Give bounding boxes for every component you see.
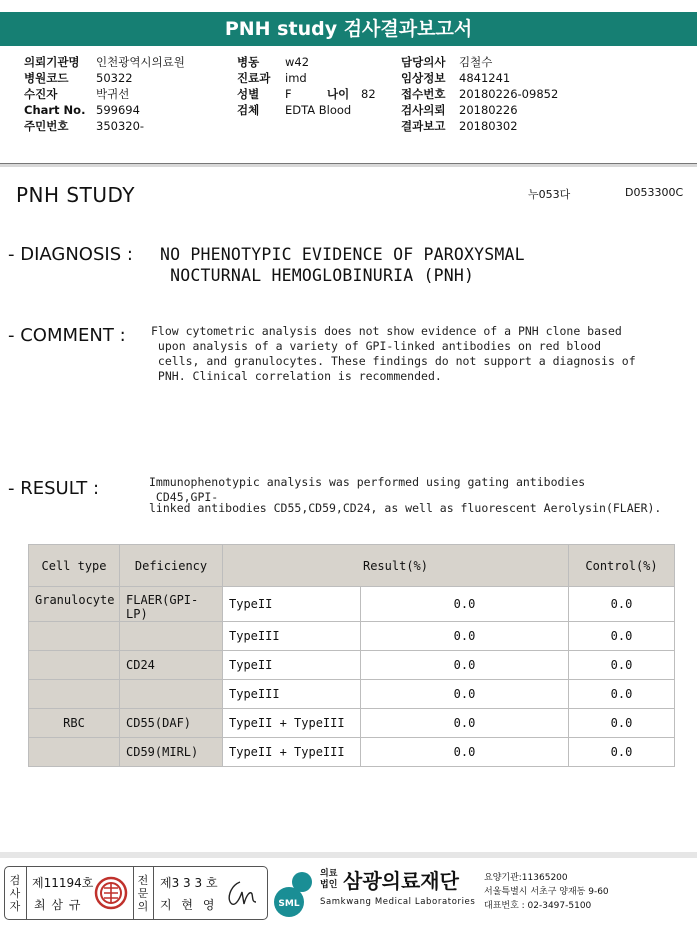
type: TypeII bbox=[223, 587, 361, 622]
report-title-bar: PNH study 검사결과보고서 bbox=[0, 12, 697, 46]
result-line: Immunophenotypic analysis was performed using gating antibodies bbox=[149, 475, 586, 489]
cell-type bbox=[29, 680, 120, 709]
result-text bbox=[149, 477, 661, 514]
field-label: 접수번호 bbox=[401, 87, 446, 101]
lab-phone: 대표번호 : 02-3497-5100 bbox=[484, 901, 592, 911]
table-row bbox=[29, 622, 675, 651]
field-label: 병동 bbox=[237, 55, 260, 69]
field-value: 박귀선 bbox=[96, 87, 130, 101]
deficiency: CD55(DAF) bbox=[120, 709, 223, 738]
table-row bbox=[29, 738, 675, 767]
header-result: Result(%) bbox=[223, 545, 569, 587]
result-value: 0.0 bbox=[361, 738, 569, 767]
diagnosis-text bbox=[160, 244, 525, 286]
cell-type bbox=[29, 738, 120, 767]
sig-divider bbox=[153, 866, 154, 920]
specialist-name: 지 현 영 bbox=[160, 898, 218, 912]
specialist-license-no: 제3 3 3 호 bbox=[160, 876, 218, 890]
control-value: 0.0 bbox=[569, 651, 675, 680]
field-label: 병원코드 bbox=[24, 71, 69, 85]
field-label: Chart No. bbox=[24, 103, 86, 117]
deficiency: CD24 bbox=[120, 651, 223, 680]
patient-info-col2 bbox=[237, 54, 376, 118]
type: TypeII + TypeIII bbox=[223, 709, 361, 738]
org-english-name: Samkwang Medical Laboratories bbox=[320, 897, 476, 907]
diagnosis-line: NO PHENOTYPIC EVIDENCE OF PAROXYSMAL bbox=[160, 245, 525, 264]
field-value: 20180226 bbox=[459, 103, 518, 117]
result-value: 0.0 bbox=[361, 587, 569, 622]
age-label: 나이 bbox=[327, 87, 350, 101]
cell-type bbox=[29, 622, 120, 651]
type: TypeII bbox=[223, 651, 361, 680]
field-value: imd bbox=[285, 71, 307, 85]
result-value: 0.0 bbox=[361, 622, 569, 651]
diagnosis-line: NOCTURNAL HEMOGLOBINURIA (PNH) bbox=[160, 266, 475, 285]
field-label: 수진자 bbox=[24, 87, 58, 101]
institution-number: 요양기관:11365200 bbox=[484, 873, 568, 883]
deficiency: FLAER(GPI-LP) bbox=[120, 587, 223, 622]
examiner-vertical-label: 검사자 bbox=[9, 874, 21, 913]
field-label: 결과보고 bbox=[401, 119, 446, 133]
control-value: 0.0 bbox=[569, 680, 675, 709]
result-label: - RESULT : bbox=[8, 478, 100, 499]
signature-icon bbox=[222, 876, 262, 910]
field-value: 4841241 bbox=[459, 71, 511, 85]
lab-address: 서울특별시 서초구 양재동 9-60 bbox=[484, 887, 609, 897]
field-label: 성별 bbox=[237, 87, 260, 101]
type: TypeIII bbox=[223, 680, 361, 709]
type: TypeII + TypeIII bbox=[223, 738, 361, 767]
table-row bbox=[29, 587, 675, 622]
field-value: w42 bbox=[285, 55, 310, 69]
report-title: PNH STUDY bbox=[16, 183, 135, 207]
comment-line: cells, and granulocytes. These findings do not support a diagnosis of bbox=[151, 354, 636, 368]
control-value: 0.0 bbox=[569, 622, 675, 651]
table-header-row bbox=[29, 545, 675, 587]
field-value: 50322 bbox=[96, 71, 133, 85]
report-code-b: D053300C bbox=[625, 186, 684, 199]
comment-line: PNH. Clinical correlation is recommended. bbox=[151, 369, 442, 383]
field-value: 599694 bbox=[96, 103, 140, 117]
org-name: 삼광의료재단 bbox=[343, 869, 459, 893]
control-value: 0.0 bbox=[569, 587, 675, 622]
footer-divider bbox=[0, 852, 697, 858]
field-value: 김철수 bbox=[459, 55, 493, 69]
patient-info-col3 bbox=[401, 54, 558, 134]
table-row bbox=[29, 680, 675, 709]
logo-text: SML bbox=[278, 899, 300, 909]
table-row bbox=[29, 651, 675, 680]
cell-type: RBC bbox=[29, 709, 120, 738]
comment-text bbox=[151, 324, 636, 384]
result-line: linked antibodies CD55,CD59,CD24, as well as fluorescent Aerolysin(FLAER). bbox=[149, 501, 662, 515]
header-cell-type: Cell type bbox=[29, 545, 120, 587]
field-label: 임상정보 bbox=[401, 71, 446, 85]
examiner-seal-icon bbox=[94, 876, 128, 910]
comment-line: upon analysis of a variety of GPI-linked antibodies on red blood bbox=[151, 339, 602, 353]
sig-divider bbox=[26, 866, 27, 920]
field-label: 주민번호 bbox=[24, 119, 69, 133]
age-value: 82 bbox=[361, 87, 376, 101]
control-value: 0.0 bbox=[569, 709, 675, 738]
field-value: 350320- bbox=[96, 119, 145, 133]
table-row bbox=[29, 709, 675, 738]
result-value: 0.0 bbox=[361, 651, 569, 680]
field-label: 담당의사 bbox=[401, 55, 446, 69]
sig-divider bbox=[133, 866, 134, 920]
field-label: 검체 bbox=[237, 103, 260, 117]
examiner-name: 최 삼 규 bbox=[34, 898, 82, 912]
field-label: 검사의뢰 bbox=[401, 103, 446, 117]
header-divider-shadow bbox=[0, 164, 697, 167]
field-value: F bbox=[285, 87, 292, 101]
cell-type bbox=[29, 651, 120, 680]
field-value: 20180226-09852 bbox=[459, 87, 559, 101]
deficiency: CD59(MIRL) bbox=[120, 738, 223, 767]
comment-label: - COMMENT : bbox=[8, 325, 126, 346]
field-value: 인천광역시의료원 bbox=[96, 55, 185, 69]
result-line: CD45,GPI- bbox=[149, 490, 219, 504]
cell-type: Granulocyte bbox=[29, 587, 120, 622]
report-code-a: 누053다 bbox=[528, 188, 571, 201]
deficiency bbox=[120, 680, 223, 709]
comment-line: Flow cytometric analysis does not show evidence of a PNH clone based bbox=[151, 324, 622, 338]
field-label: 의뢰기관명 bbox=[24, 55, 80, 69]
field-value: EDTA Blood bbox=[285, 103, 352, 117]
control-value: 0.0 bbox=[569, 738, 675, 767]
patient-info-col1 bbox=[24, 54, 185, 134]
type: TypeIII bbox=[223, 622, 361, 651]
field-value: 20180302 bbox=[459, 119, 518, 133]
field-label: 진료과 bbox=[237, 71, 271, 85]
result-value: 0.0 bbox=[361, 680, 569, 709]
diagnosis-label: - DIAGNOSIS : bbox=[8, 244, 133, 265]
header-deficiency: Deficiency bbox=[120, 545, 223, 587]
header-control: Control(%) bbox=[569, 545, 675, 587]
examiner-license-no: 제11194호 bbox=[32, 876, 94, 890]
result-value: 0.0 bbox=[361, 709, 569, 738]
sml-logo-icon bbox=[269, 866, 315, 918]
deficiency bbox=[120, 622, 223, 651]
results-table bbox=[28, 544, 675, 767]
specialist-vertical-label: 전문의 bbox=[137, 874, 149, 913]
org-type: 의료법인 bbox=[320, 869, 338, 890]
